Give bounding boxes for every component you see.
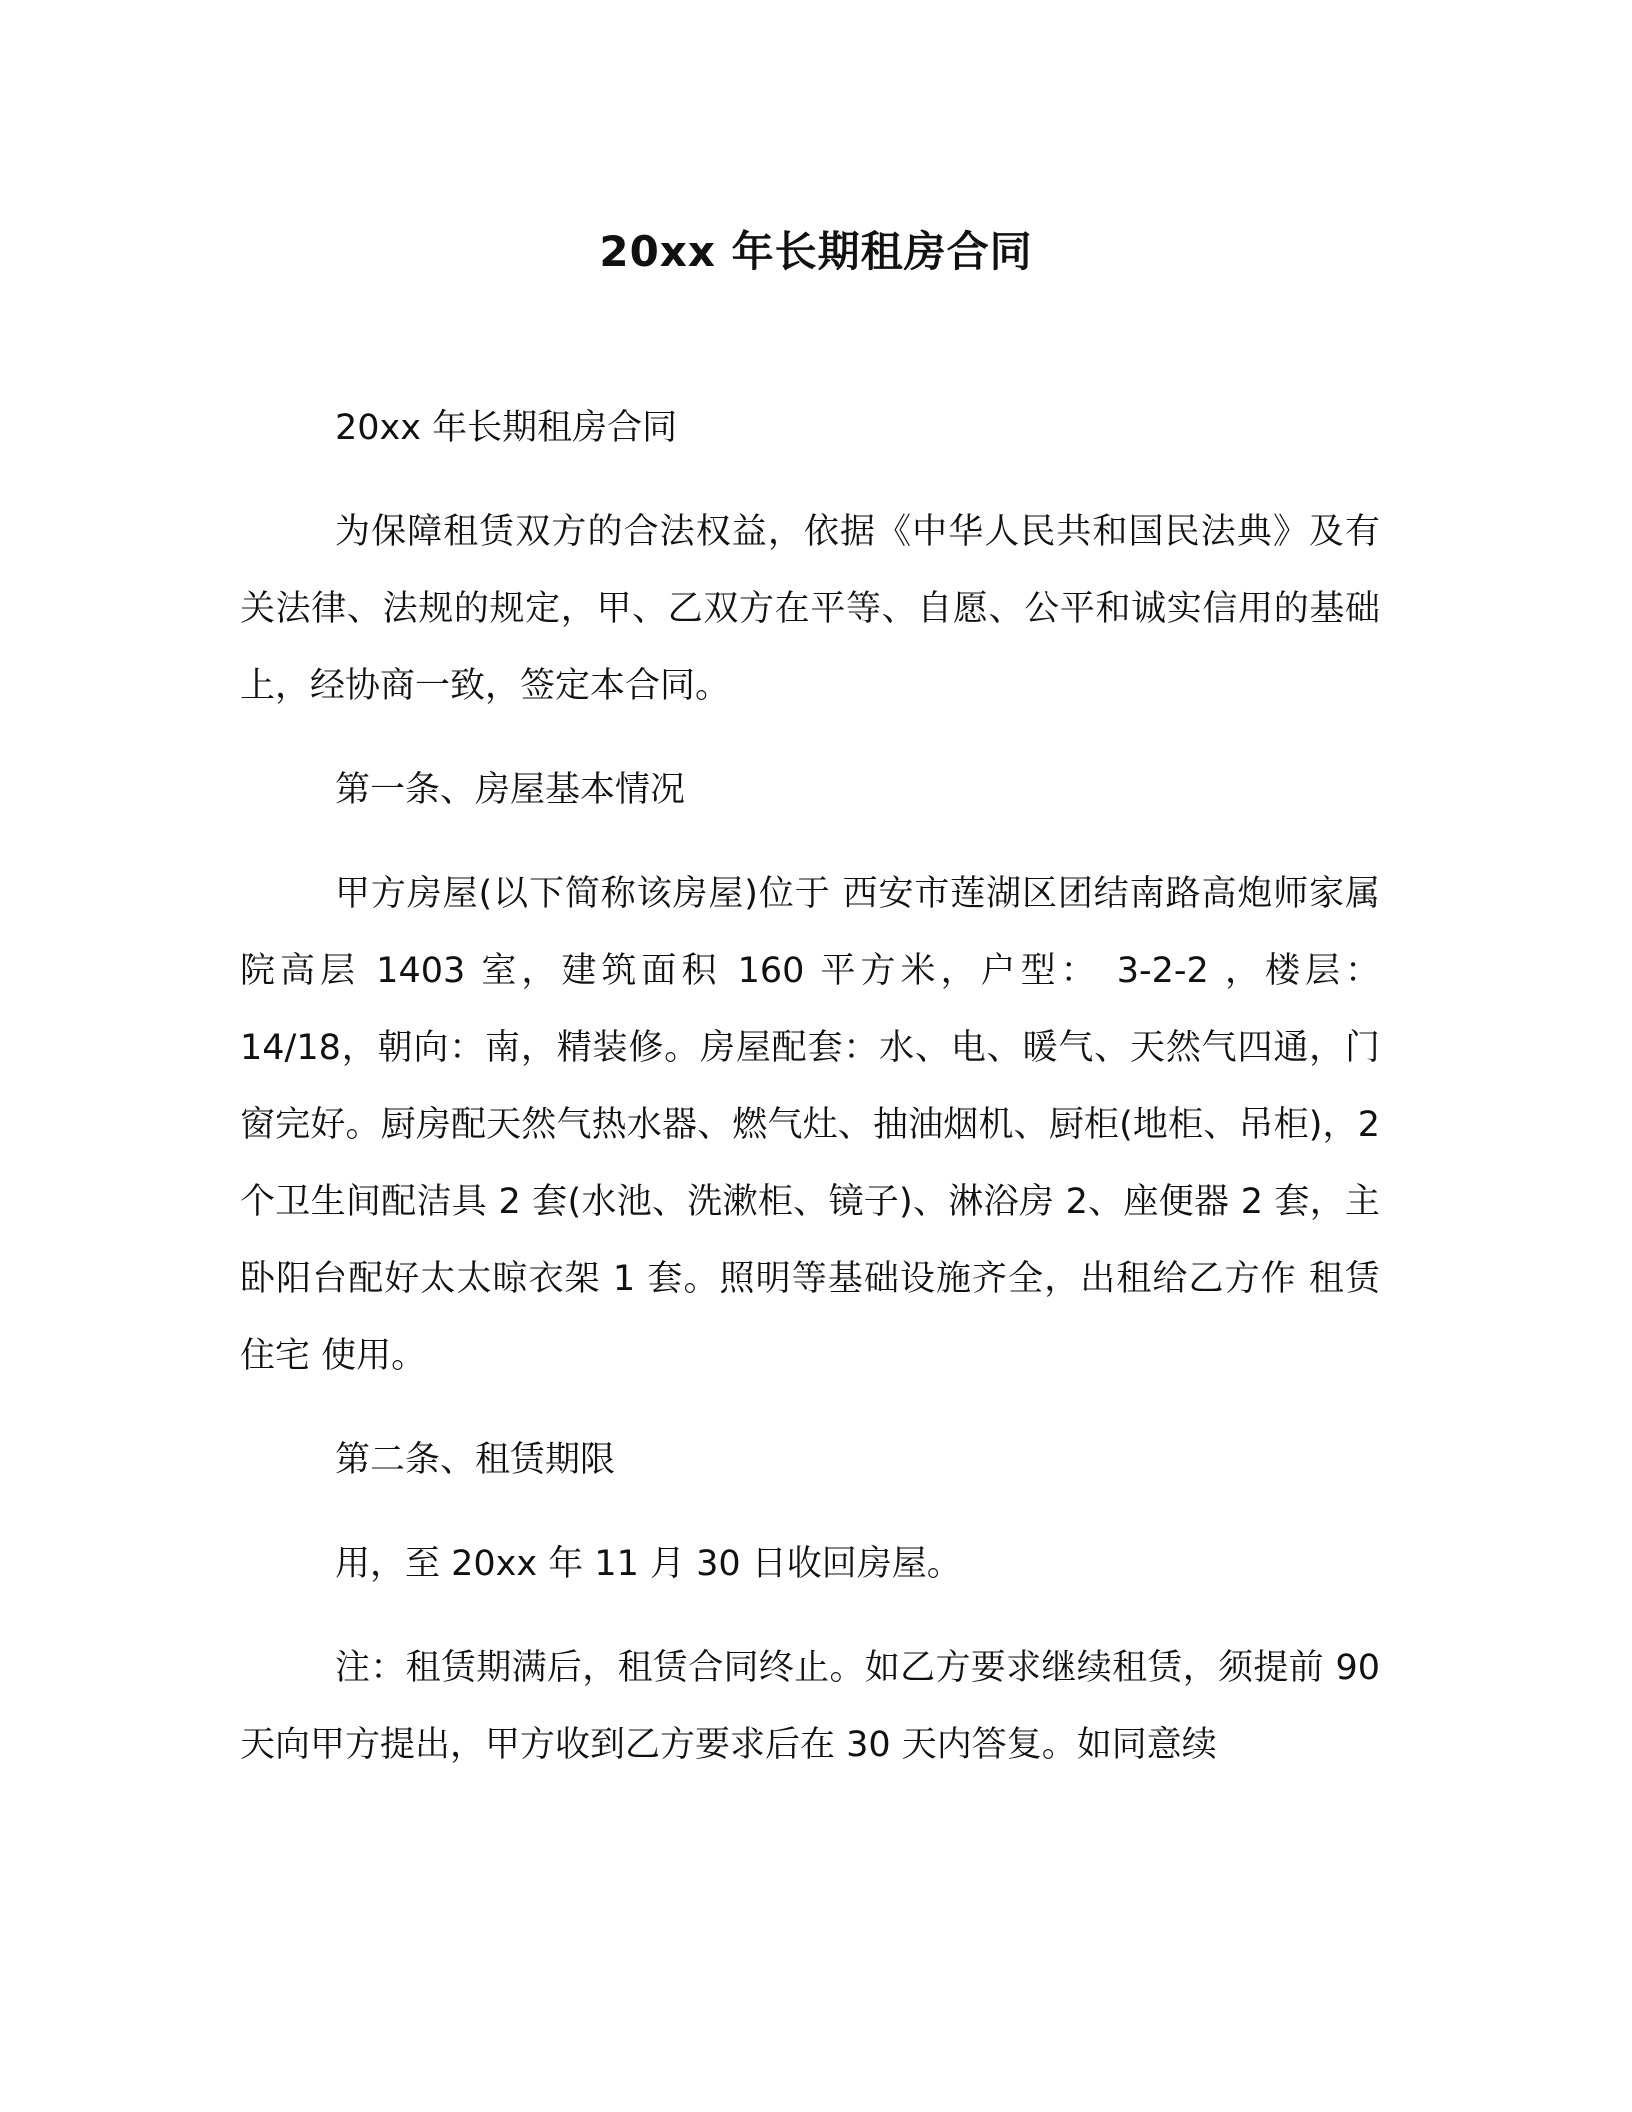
article-1-heading: 第一条、房屋基本情况	[335, 770, 686, 810]
document-body	[240, 390, 1380, 1784]
article-2-heading: 第二条、租赁期限	[335, 1440, 616, 1480]
document-title: 20xx 年长期租房合同	[599, 227, 1033, 276]
article-1-body: 甲方房屋(以下简称该房屋)位于 西安市莲湖区团结南路高炮师家属院高层 1403 室，建筑面积 160 平方米，户型： 3-2-2 ，楼层：14/18，朝向：南，精装修。房屋配套：水、电、暖气、天然气四通，门窗完好。厨房配天然气热水器、燃气灶、抽油烟机、厨柜(地柜、吊柜)，2 个卫生间配洁具 2 套(水池、洗漱柜、镜子)、淋浴房 2、座便器 2 套，主卧阳台配好太太晾衣架 1 套。照明等基础设施齐全，出租给乙方作 租赁住宅 使用。	[240, 874, 1380, 1376]
article-2-term: 用，至 20xx 年 11 月 30 日收回房屋。	[335, 1544, 962, 1584]
preamble-paragraph: 为保障租赁双方的合法权益，依据《中华人民共和国民法典》及有关法律、法规的规定，甲、乙双方在平等、自愿、公平和诚实信用的基础上，经协商一致，签定本合同。	[240, 512, 1380, 706]
contract-subtitle: 20xx 年长期租房合同	[335, 408, 678, 448]
article-2-note: 注：租赁期满后，租赁合同终止。如乙方要求继续租赁，须提前 90 天向甲方提出，甲方收到乙方要求后在 30 天内答复。如同意续	[240, 1648, 1380, 1765]
